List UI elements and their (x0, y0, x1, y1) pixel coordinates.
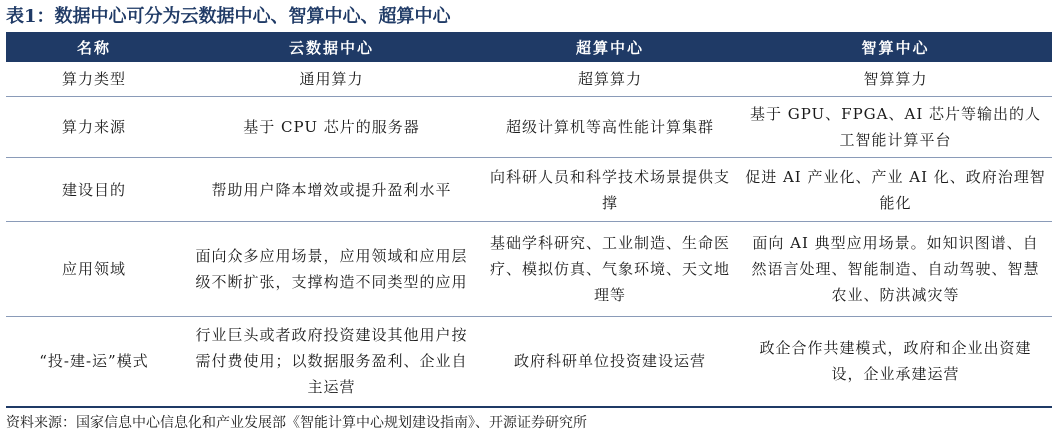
table-title: 表1：数据中心可分为云数据中心、智算中心、超算中心 (6, 6, 451, 27)
table-cell: 行业巨头或者政府投资建设其他用户按需付费使用；以数据服务盈利、企业自主运营 (182, 317, 481, 407)
table-cell: 超算算力 (481, 62, 739, 97)
table-cell: 基础学科研究、工业制造、生命医疗、模拟仿真、气象环境、天文地理等 (481, 222, 739, 317)
table-cell: 通用算力 (182, 62, 481, 97)
header-supercomputing-center: 超算中心 (481, 32, 739, 62)
table-cell: 政企合作共建模式，政府和企业出资建设，企业承建运营 (739, 317, 1052, 407)
table-header-row (6, 32, 1052, 62)
table-row (6, 158, 1052, 222)
table-cell: 超级计算机等高性能计算集群 (481, 97, 739, 158)
table-row (6, 62, 1052, 97)
table-cell: 促进 AI 产业化、产业 AI 化、政府治理智能化 (739, 158, 1052, 222)
header-intelligent-computing-center: 智算中心 (739, 32, 1052, 62)
table-row (6, 97, 1052, 158)
table-cell: 智算算力 (739, 62, 1052, 97)
header-name: 名称 (6, 32, 182, 62)
row-label: 应用领域 (6, 222, 182, 317)
table-cell: 帮助用户降本增效或提升盈利水平 (182, 158, 481, 222)
table-row (6, 317, 1052, 407)
row-label: 算力类型 (6, 62, 182, 97)
header-cloud-dc: 云数据中心 (182, 32, 481, 62)
table-cell: 基于 GPU、FPGA、AI 芯片等输出的人工智能计算平台 (739, 97, 1052, 158)
comparison-table (6, 32, 1052, 408)
table-cell: 面向众多应用场景，应用领域和应用层级不断扩张，支撑构造不同类型的应用 (182, 222, 481, 317)
table-cell: 向科研人员和科学技术场景提供支撑 (481, 158, 739, 222)
source-note: 资料来源：国家信息中心信息化和产业发展部《智能计算中心规划建设指南》、开源证券研究所 (6, 415, 587, 431)
row-label: 算力来源 (6, 97, 182, 158)
table-cell: 面向 AI 典型应用场景。如知识图谱、自然语言处理、智能制造、自动驾驶、智慧农业、防洪减灾等 (739, 222, 1052, 317)
row-label: 建设目的 (6, 158, 182, 222)
table-row (6, 222, 1052, 317)
row-label: “投-建-运”模式 (6, 317, 182, 407)
table-cell: 政府科研单位投资建设运营 (481, 317, 739, 407)
table-cell: 基于 CPU 芯片的服务器 (182, 97, 481, 158)
